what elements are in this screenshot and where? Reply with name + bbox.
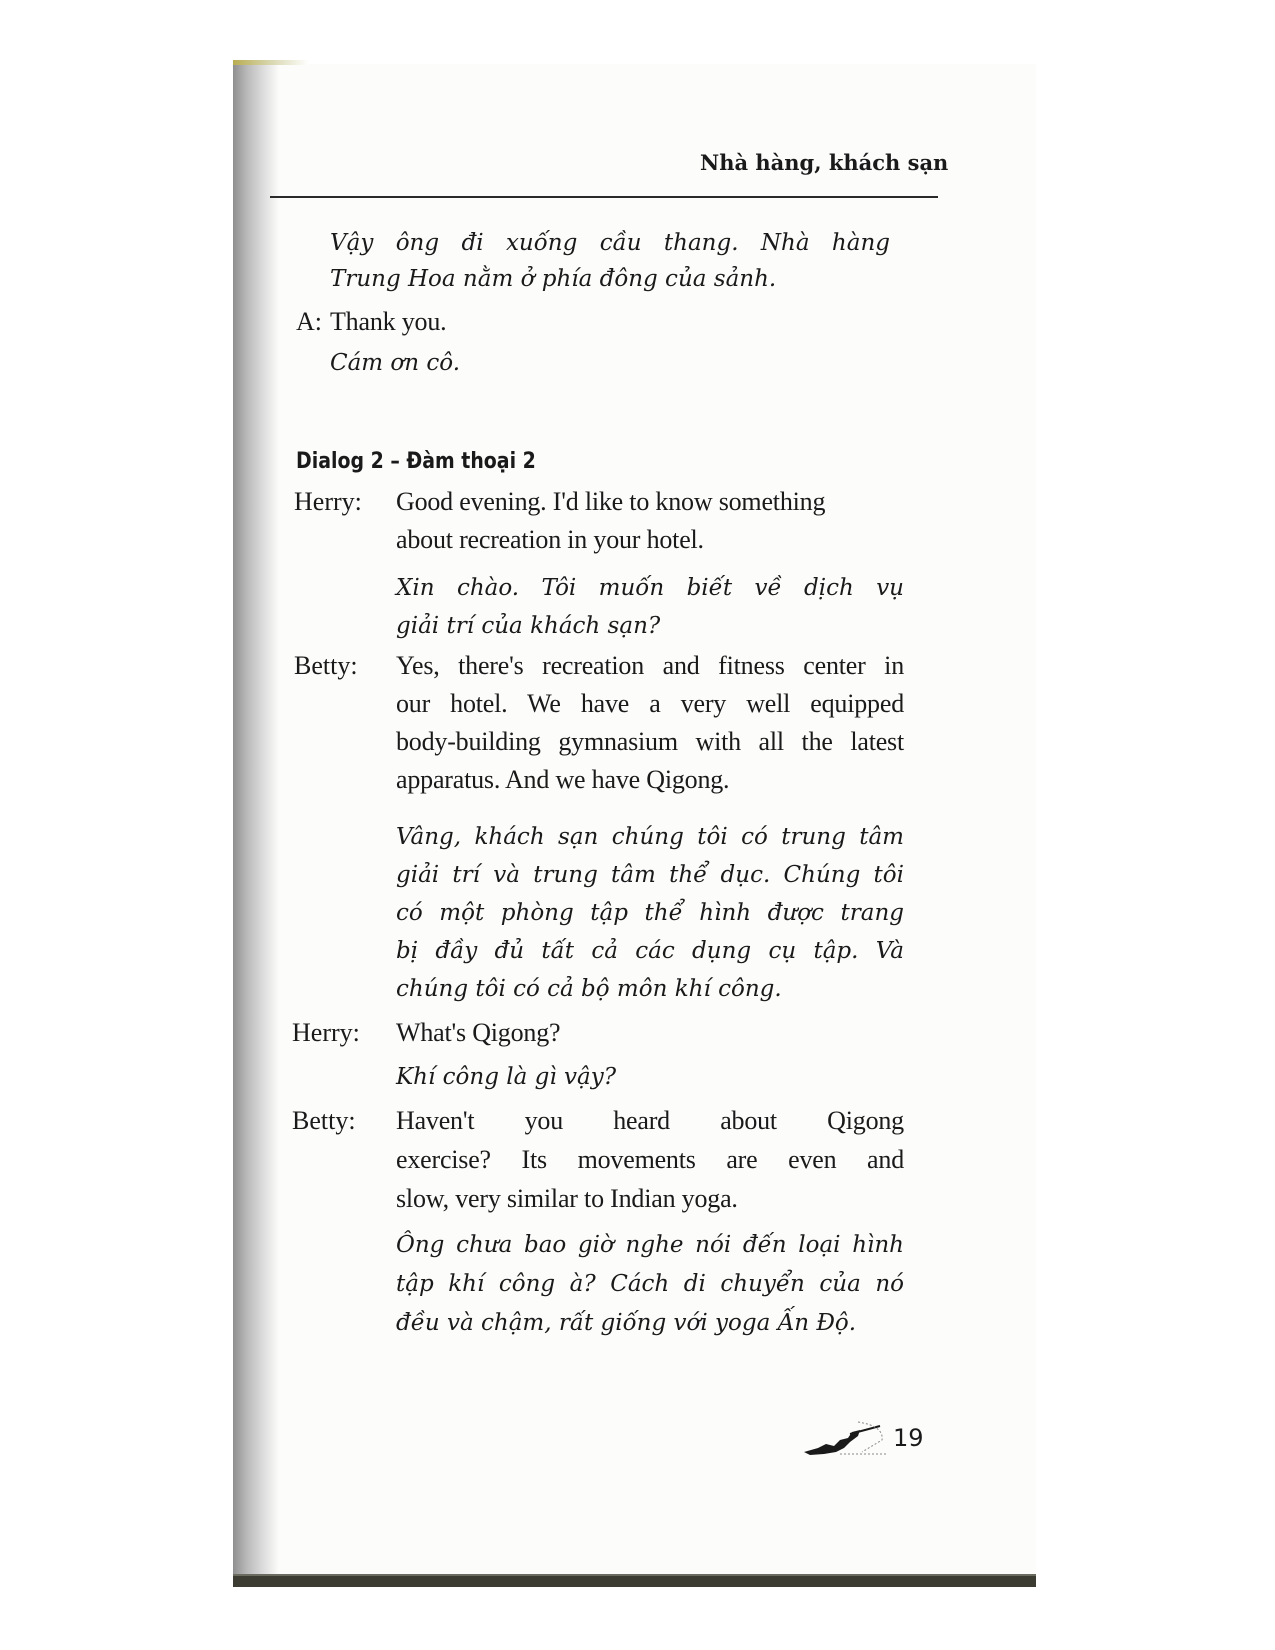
en-line: body-building gymnasium with all the latest (396, 727, 904, 756)
vi-line: tập khí công à? Cách di chuyển của nó (396, 1271, 904, 1297)
vi-line: có một phòng tập thể hình được trang (396, 900, 904, 926)
speaker-label: A: (296, 307, 322, 336)
speaker-label: Herry: (292, 1018, 360, 1047)
en-line: apparatus. And we have Qigong. (396, 765, 730, 794)
vi-line: Khí công là gì vậy? (396, 1064, 617, 1090)
page-edge-stub (233, 60, 309, 65)
vi-line: Trung Hoa nằm ở phía đông của sảnh. (330, 266, 777, 292)
speaker-label: Betty: (292, 1106, 356, 1135)
archer-icon (800, 1418, 892, 1458)
dialog-heading: Dialog 2 – Đàm thoại 2 (296, 449, 536, 474)
speaker-label: Herry: (294, 487, 362, 516)
running-head: Nhà hàng, khách sạn (700, 150, 949, 175)
page-bottom-edge (233, 1574, 1036, 1587)
en-line: Haven't you heard about Qigong (396, 1106, 904, 1135)
vi-line: giải trí và trung tâm thể dục. Chúng tôi (396, 862, 904, 888)
vi-line: Vậy ông đi xuống cầu thang. Nhà hàng (330, 230, 890, 256)
en-line: Good evening. I'd like to know something (396, 487, 826, 516)
en-line: our hotel. We have a very well equipped (396, 689, 904, 718)
vi-line: giải trí của khách sạn? (396, 613, 661, 639)
en-line: exercise? Its movements are even and (396, 1145, 904, 1174)
en-line: slow, very similar to Indian yoga. (396, 1184, 738, 1213)
en-line: What's Qigong? (396, 1018, 561, 1047)
page-gutter-shadow (233, 64, 279, 1576)
vi-line: Ông chưa bao giờ nghe nói đến loại hình (396, 1232, 904, 1258)
vi-line: Vâng, khách sạn chúng tôi có trung tâm (396, 824, 904, 850)
en-line: about recreation in your hotel. (396, 525, 704, 554)
vi-line: Cám ơn cô. (330, 350, 461, 376)
en-line: Thank you. (330, 307, 447, 336)
header-rule (270, 196, 938, 198)
en-line: Yes, there's recreation and fitness center in (396, 651, 904, 680)
vi-line: chúng tôi có cả bộ môn khí công. (396, 976, 782, 1002)
vi-line: Xin chào. Tôi muốn biết về dịch vụ (396, 575, 904, 601)
vi-line: bị đầy đủ tất cả các dụng cụ tập. Và (396, 938, 904, 964)
page-number: 19 (893, 1424, 924, 1452)
speaker-label: Betty: (294, 651, 358, 680)
vi-line: đều và chậm, rất giống với yoga Ấn Độ. (396, 1310, 857, 1336)
